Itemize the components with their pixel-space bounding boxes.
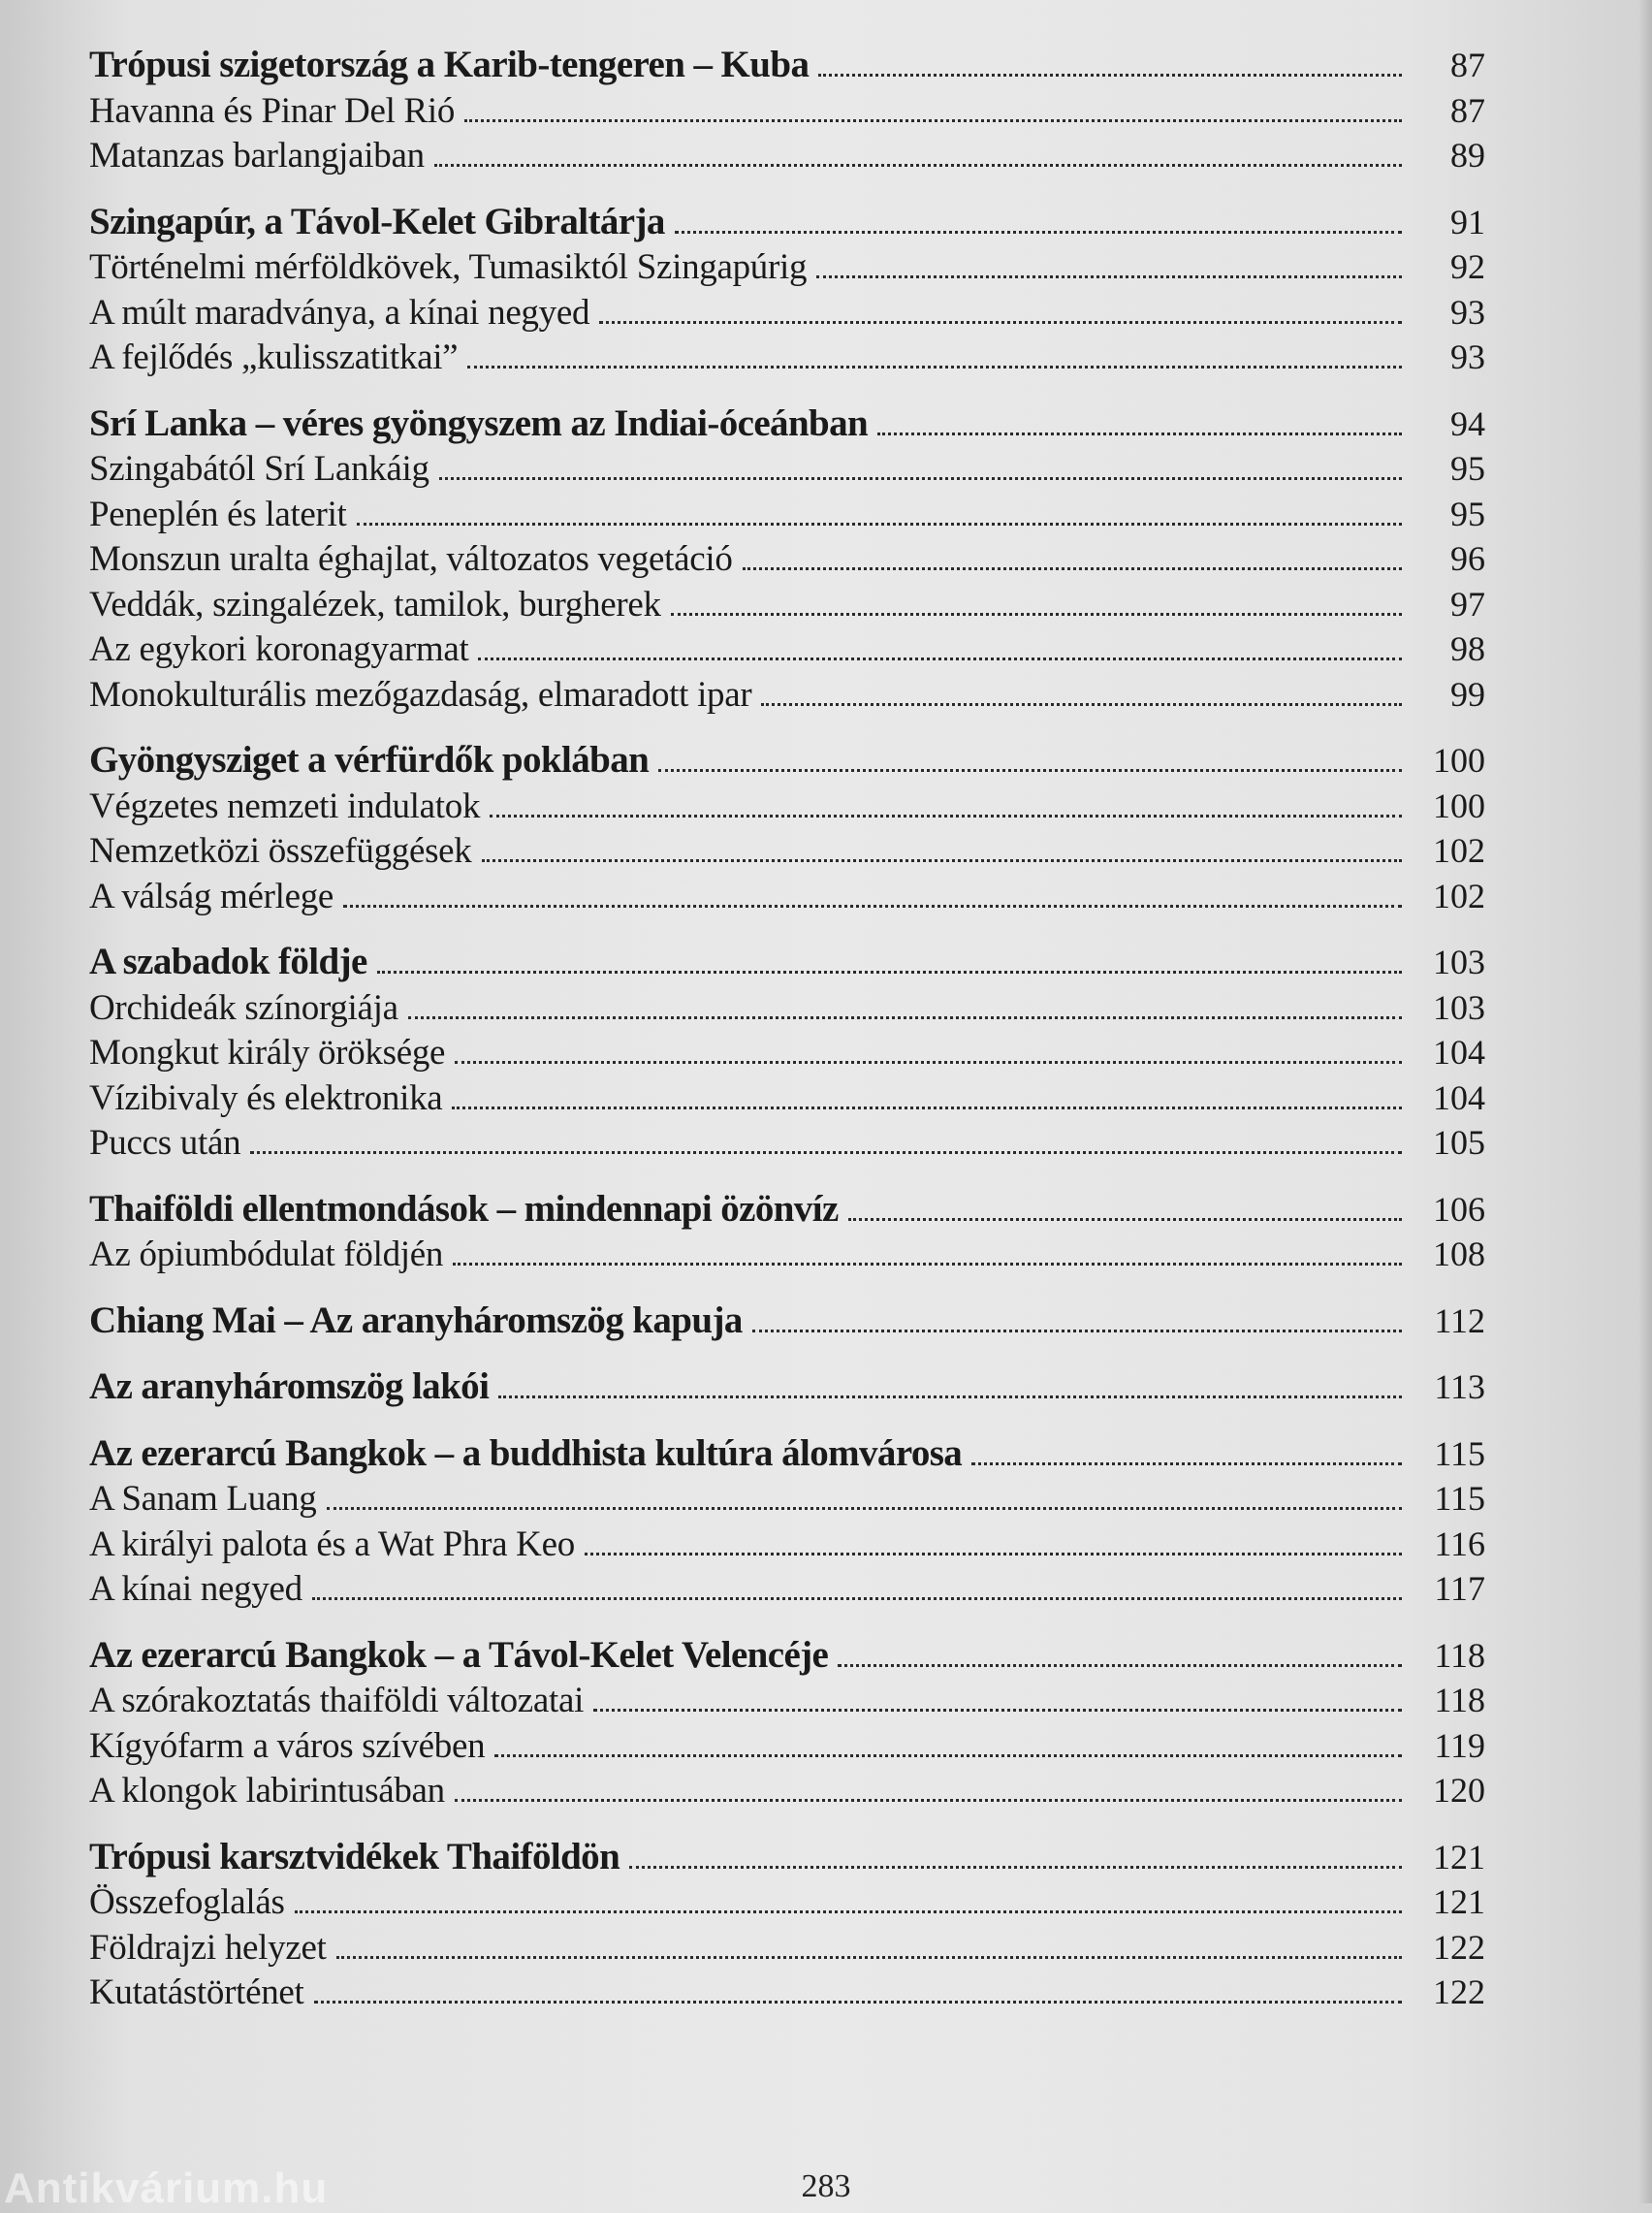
subentry-title: Kígyófarm a város szívében — [89, 1725, 486, 1766]
subentry-title: A múlt maradványa, a kínai negyed — [89, 292, 590, 333]
subentry-title: Veddák, szingalézek, tamilok, burgherek — [89, 584, 661, 625]
toc-chapter-entry — [89, 1299, 1485, 1344]
subentry-title: A Sanam Luang — [89, 1479, 317, 1519]
page-reference: 115 — [1434, 1479, 1485, 1518]
page-reference: 95 — [1450, 449, 1485, 488]
subentry-title: Kutatástörténet — [89, 1972, 304, 2012]
toc-chapter-entry — [89, 1633, 1485, 1679]
page-reference: 122 — [1433, 1972, 1485, 2011]
dot-leader — [743, 567, 1402, 570]
toc-subentry — [89, 1476, 1485, 1522]
page-reference: 102 — [1433, 831, 1485, 870]
page-reference: 93 — [1450, 337, 1485, 376]
toc-subentry — [89, 492, 1485, 537]
toc-subentry — [89, 1030, 1485, 1075]
chapter-title: Thaiföldi ellentmondások – mindennapi özönvíz — [89, 1187, 839, 1230]
dot-leader — [295, 1910, 1402, 1913]
page-reference: 120 — [1433, 1771, 1485, 1810]
dot-leader — [752, 1330, 1402, 1332]
subentry-title: A fejlődés „kulisszatitkai” — [89, 337, 459, 377]
toc-subentry — [89, 1566, 1485, 1612]
page-reference: 105 — [1433, 1123, 1485, 1162]
page-reference: 118 — [1434, 1635, 1485, 1675]
page-reference: 104 — [1433, 1077, 1485, 1117]
toc-subentry — [89, 784, 1485, 829]
page-reference: 87 — [1450, 46, 1485, 84]
watermark: Antikvárium.hu — [4, 2165, 329, 2212]
subentry-title: Történelmi mérföldkövek, Tumasiktól Szingapúrig — [89, 247, 808, 287]
subentry-title: Szingabától Srí Lankáig — [89, 449, 429, 489]
page-number: 283 — [801, 2168, 851, 2204]
toc-subentry — [89, 335, 1485, 380]
dot-leader — [877, 433, 1402, 435]
dot-leader — [455, 1799, 1402, 1802]
dot-leader — [675, 231, 1402, 234]
toc-chapter-entry — [89, 43, 1485, 88]
dot-leader — [327, 1507, 1402, 1510]
page-reference: 108 — [1433, 1235, 1485, 1273]
dot-leader — [478, 657, 1402, 660]
chapter-title: Trópusi karsztvidékek Thaiföldön — [89, 1835, 620, 1877]
dot-leader — [482, 859, 1402, 862]
toc-subentry — [89, 1879, 1485, 1925]
toc-subentry — [89, 626, 1485, 672]
page-reference: 106 — [1433, 1189, 1485, 1229]
subentry-title: Monszun uralta éghajlat, változatos vegetáció — [89, 539, 733, 579]
dot-leader — [434, 164, 1402, 167]
subentry-title: A szórakoztatás thaiföldi változatai — [89, 1681, 585, 1720]
table-of-contents — [89, 43, 1485, 2037]
chapter-title: Az ezerarcú Bangkok – a Távol-Kelet Velencéje — [89, 1633, 829, 1676]
page-reference: 99 — [1450, 674, 1485, 714]
toc-subentry — [89, 88, 1485, 134]
chapter-title: Az aranyháromszög lakói — [89, 1365, 490, 1407]
page-reference: 95 — [1450, 494, 1485, 533]
subentry-title: Orchideák színorgiája — [89, 987, 398, 1028]
page-reference: 122 — [1433, 1927, 1485, 1967]
dot-leader — [971, 1462, 1402, 1465]
dot-leader — [408, 1016, 1402, 1019]
toc-subentry — [89, 1075, 1485, 1121]
chapter-title: Trópusi szigetország a Karib-tengeren – Kuba — [89, 44, 810, 85]
dot-leader — [250, 1151, 1402, 1154]
subentry-title: Mongkut király öröksége — [89, 1033, 446, 1073]
subentry-title: Monokulturális mezőgazdaság, elmaradott ipar — [89, 674, 752, 715]
subentry-title: Az ópiumbódulat földjén — [89, 1235, 444, 1274]
toc-section — [89, 940, 1485, 1166]
toc-section — [89, 1187, 1485, 1277]
page-reference: 121 — [1433, 1837, 1485, 1876]
toc-section — [89, 738, 1485, 918]
toc-subentry — [89, 1925, 1485, 1971]
chapter-title: Gyöngysziget a vérfürdők poklában — [89, 739, 650, 781]
toc-subentry — [89, 985, 1485, 1031]
toc-subentry — [89, 582, 1485, 627]
dot-leader — [464, 119, 1402, 122]
page-reference: 113 — [1434, 1367, 1485, 1406]
dot-leader — [816, 275, 1402, 278]
page-reference: 115 — [1434, 1433, 1485, 1473]
chapter-title: Chiang Mai – Az aranyháromszög kapuja — [89, 1299, 743, 1341]
subentry-title: Végzetes nemzeti indulatok — [89, 786, 481, 826]
subentry-title: A klongok labirintusában — [89, 1771, 445, 1811]
dot-leader — [818, 74, 1402, 77]
dot-leader — [439, 477, 1402, 480]
page-reference: 91 — [1450, 202, 1485, 241]
subentry-title: Peneplén és laterit — [89, 494, 347, 534]
subentry-title: A királyi palota és a Wat Phra Keo — [89, 1523, 575, 1564]
page-reference: 119 — [1434, 1725, 1485, 1765]
dot-leader — [658, 769, 1402, 772]
toc-chapter-entry — [89, 1835, 1485, 1880]
subentry-title: Földrajzi helyzet — [89, 1927, 327, 1968]
chapter-title: Srí Lanka – véres gyöngyszem az Indiai-óceánban — [89, 401, 869, 444]
dot-leader — [671, 613, 1402, 616]
page-reference: 121 — [1433, 1882, 1485, 1921]
toc-subentry — [89, 244, 1485, 290]
dot-leader — [585, 1553, 1402, 1556]
toc-subentry — [89, 536, 1485, 582]
toc-section — [89, 200, 1485, 380]
dot-leader — [455, 1061, 1402, 1064]
page-reference: 100 — [1433, 786, 1485, 825]
dot-leader — [343, 905, 1402, 908]
chapter-title: Az ezerarcú Bangkok – a buddhista kultúra álomvárosa — [89, 1431, 963, 1474]
chapter-title: A szabadok földje — [89, 941, 367, 982]
dot-leader — [848, 1218, 1402, 1221]
page-reference: 93 — [1450, 292, 1485, 332]
dot-leader — [593, 1709, 1402, 1712]
page-reference: 87 — [1450, 90, 1485, 130]
dot-leader — [377, 971, 1402, 974]
toc-chapter-entry — [89, 401, 1485, 447]
toc-chapter-entry — [89, 1364, 1485, 1410]
toc-subentry — [89, 672, 1485, 718]
subentry-title: Összefoglalás — [89, 1882, 285, 1922]
dot-leader — [312, 1597, 1402, 1600]
page-reference: 117 — [1434, 1569, 1485, 1608]
toc-subentry — [89, 1970, 1485, 2015]
toc-chapter-entry — [89, 1187, 1485, 1233]
toc-subentry — [89, 1120, 1485, 1166]
page-reference: 103 — [1433, 943, 1485, 981]
subentry-title: A kínai negyed — [89, 1569, 302, 1609]
subentry-title: Vízibivaly és elektronika — [89, 1077, 443, 1118]
toc-section — [89, 1299, 1485, 1344]
dot-leader — [357, 523, 1402, 526]
page-reference: 98 — [1450, 629, 1485, 668]
page-reference: 104 — [1433, 1033, 1485, 1072]
toc-subentry — [89, 1768, 1485, 1813]
subentry-title: Az egykori koronagyarmat — [89, 629, 469, 669]
page-reference: 94 — [1450, 403, 1485, 443]
dot-leader — [314, 2001, 1402, 2004]
subentry-title: A válság mérlege — [89, 876, 334, 916]
subentry-title: Nemzetközi összefüggések — [89, 831, 472, 871]
page-reference: 103 — [1433, 987, 1485, 1027]
page-edge-shadow — [1638, 0, 1652, 2203]
page-reference: 89 — [1450, 136, 1485, 175]
dot-leader — [761, 703, 1402, 706]
subentry-title: Puccs után — [89, 1123, 241, 1163]
dot-leader — [494, 1754, 1402, 1757]
page-reference: 100 — [1433, 741, 1485, 780]
toc-subentry — [89, 290, 1485, 336]
dot-leader — [498, 1395, 1402, 1398]
dot-leader — [599, 321, 1402, 324]
toc-section — [89, 1633, 1485, 1813]
toc-chapter-entry — [89, 738, 1485, 784]
subentry-title: Havanna és Pinar Del Rió — [89, 90, 456, 131]
toc-section — [89, 401, 1485, 718]
page-reference: 102 — [1433, 876, 1485, 915]
toc-subentry — [89, 1232, 1485, 1277]
toc-section — [89, 1431, 1485, 1612]
chapter-title: Szingapúr, a Távol-Kelet Gibraltárja — [89, 200, 665, 242]
toc-subentry — [89, 133, 1485, 178]
dot-leader — [838, 1664, 1402, 1667]
toc-chapter-entry — [89, 940, 1485, 985]
page-reference: 118 — [1434, 1681, 1485, 1719]
toc-subentry — [89, 446, 1485, 492]
toc-section — [89, 1835, 1485, 2015]
page-reference: 97 — [1450, 584, 1485, 624]
toc-chapter-entry — [89, 200, 1485, 245]
toc-subentry — [89, 828, 1485, 874]
dot-leader — [453, 1263, 1402, 1266]
subentry-title: Matanzas barlangjaiban — [89, 136, 425, 176]
page-reference: 92 — [1450, 247, 1485, 286]
page-reference: 112 — [1434, 1300, 1485, 1340]
page-reference: 116 — [1434, 1523, 1485, 1563]
dot-leader — [467, 366, 1402, 369]
toc-chapter-entry — [89, 1431, 1485, 1477]
toc-subentry — [89, 874, 1485, 919]
toc-section — [89, 1364, 1485, 1410]
toc-section — [89, 43, 1485, 178]
dot-leader — [629, 1866, 1402, 1869]
dot-leader — [336, 1956, 1402, 1959]
toc-subentry — [89, 1678, 1485, 1723]
dot-leader — [490, 815, 1402, 818]
dot-leader — [452, 1106, 1402, 1109]
toc-subentry — [89, 1723, 1485, 1769]
toc-subentry — [89, 1522, 1485, 1567]
page-reference: 96 — [1450, 539, 1485, 578]
